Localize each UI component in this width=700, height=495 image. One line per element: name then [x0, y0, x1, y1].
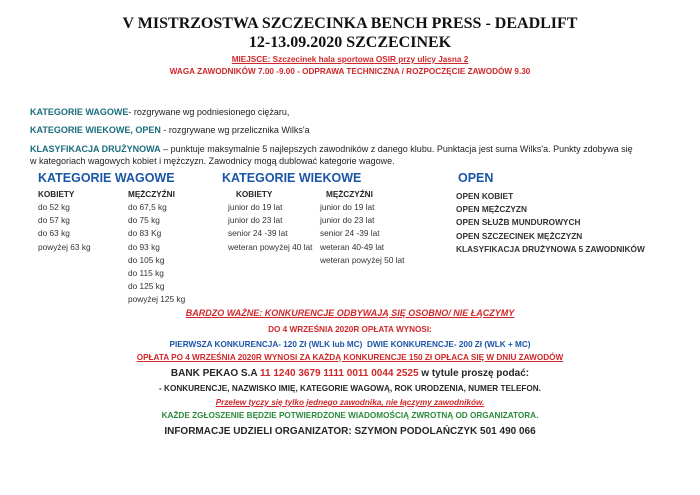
- rule-team: [30, 144, 633, 154]
- list-item: do 105 kg: [128, 254, 165, 265]
- age-men-list: [320, 201, 404, 267]
- schedule-line: WAGA ZAWODNIKÓW 7.00 -9.00 - ODPRAWA TECHNICZNA / ROZPOCZĘCIE ZAWODÓW 9.30: [169, 67, 531, 76]
- list-item: weteran powyżej 50 lat: [320, 254, 405, 265]
- fee-first: PIERWSZA KONKURENCJA- 120 Zł (WLK lub MC): [169, 340, 363, 349]
- age-women-heading: KOBIETY: [236, 190, 273, 199]
- list-item: do 57 kg: [38, 215, 70, 226]
- contact-line: INFORMACJE UDZIELI ORGANIZATOR: SZYMON PODOLAŃCZYK 501 490 066: [164, 426, 536, 437]
- rule-team-text: – punktuje maksymalnie 5 najlepszych zawodników z danego klubu. Punktacja jest suma Wilks'a. Punkty zdobywa się: [160, 144, 633, 154]
- age-categories-heading: KATEGORIE WIEKOWE: [222, 171, 362, 185]
- list-item: junior do 19 lat: [320, 202, 375, 212]
- list-item: OPEN KOBIET: [456, 191, 514, 201]
- transfer-details: - KONKURENCJE, NAZWISKO IMIĘ, KATEGORIE WAGOWĄ, ROK URODZENIA, NUMER TELEFON.: [159, 384, 541, 393]
- list-item: junior do 23 lat: [320, 215, 375, 226]
- rule-age: [30, 125, 310, 135]
- open-heading: OPEN: [458, 171, 494, 185]
- fee-until: DO 4 WRZEŚNIA 2020R OPŁATA WYNOSI:: [268, 325, 432, 334]
- list-item: OPEN SŁUŻB MUNDUROWYCH: [456, 217, 581, 228]
- bank-name: BANK PEKAO S.A: [170, 368, 260, 379]
- list-item: OPEN SZCZECINEK MĘŻCZYZN: [456, 230, 583, 241]
- rule-weight-text: - rozgrywane wg podniesionego ciężaru,: [128, 107, 290, 117]
- list-item: do 63 kg: [38, 228, 70, 239]
- rule-team-label: KLASYFIKACJA DRUŻYNOWA: [30, 144, 161, 154]
- rule-weight-label: KATEGORIE WAGOWE: [30, 107, 129, 117]
- list-item: senior 24 -39 lat: [228, 228, 288, 239]
- confirmation: KAŻDE ZGŁOSZENIE BĘDZIE POTWIERDZONE WIADOMOŚCIĄ ZWROTNĄ OD ORGANIZATORA.: [161, 411, 539, 420]
- list-item: junior do 19 lat: [228, 202, 283, 212]
- list-item: do 93 kg: [128, 241, 160, 252]
- fee-second: DWIE KONKURENCJE- 200 Zł (WLK + MC): [366, 340, 531, 349]
- weight-women-list: [38, 201, 91, 254]
- rule-age-label: KATEGORIE WIEKOWE, OPEN: [30, 125, 161, 135]
- fee-after: OPŁATA PO 4 WRZEŚNIA 2020R WYNOSI ZA KAŻDĄ KONKURENCJE 150 Zł OPŁACA SIĘ W DNIU ZAWODÓW: [136, 353, 564, 362]
- fee-lines: [0, 340, 700, 349]
- age-men-heading: MĘŻCZYŹNI: [326, 190, 373, 199]
- transfer-note: Przelew tyczy się tylko jednego zawodnika, nie łączymy zawodników.: [215, 398, 485, 407]
- list-item: do 125 kg: [128, 281, 165, 292]
- weight-men-heading: MĘŻCZYŹNI: [128, 190, 175, 199]
- list-item: weteran 40-49 lat: [320, 241, 385, 252]
- bank-account: 11 1240 3679 1111 0011 0044 2525: [260, 368, 422, 379]
- bank-suffix: w tytule proszę podać:: [421, 368, 530, 379]
- rule-age-text: - rozgrywane wg przelicznika Wilks'a: [160, 125, 310, 135]
- important-note: BARDZO WAŻNE: KONKURENCJE ODBYWAJĄ SIĘ OSOBNO/ NIE ŁĄCZYMY: [185, 308, 515, 318]
- list-item: junior do 23 lat: [228, 215, 283, 226]
- rule-team-text-2: w kategoriach wagowych kobiet i mężczyzn. Zawodnicy mogą dublować kategorie wagowe.: [30, 156, 395, 166]
- list-item: KLASYFIKACJA DRUŻYNOWA 5 ZAWODNIKÓW: [456, 243, 645, 254]
- weight-categories-heading: KATEGORIE WAGOWE: [38, 171, 175, 185]
- title-line-1: V MISTRZOSTWA SZCZECINKA BENCH PRESS - DEADLIFT: [122, 15, 578, 32]
- list-item: do 75 kg: [128, 215, 160, 226]
- list-item: do 52 kg: [38, 202, 70, 212]
- list-item: weteran powyżej 40 lat: [228, 241, 313, 252]
- list-item: powyżej 63 kg: [38, 241, 91, 252]
- venue-line: MIEJSCE: Szczecinek hala sportowa OSIR przy ulicy Jasna 2: [231, 55, 469, 64]
- list-item: powyżej 125 kg: [128, 294, 186, 305]
- title-line-2: 12-13.09.2020 SZCZECINEK: [248, 34, 452, 51]
- rule-weight: [30, 107, 289, 117]
- list-item: do 83 Kg: [128, 228, 162, 239]
- list-item: do 115 kg: [128, 267, 164, 278]
- open-list: [456, 190, 645, 256]
- bank-line: [0, 368, 700, 379]
- list-item: do 67,5 kg: [128, 202, 167, 212]
- weight-women-heading: KOBIETY: [38, 190, 75, 199]
- age-women-list: [228, 201, 312, 254]
- weight-men-list: [128, 201, 185, 307]
- list-item: OPEN MĘŻCZYZN: [456, 204, 527, 215]
- list-item: senior 24 -39 lat: [320, 228, 380, 239]
